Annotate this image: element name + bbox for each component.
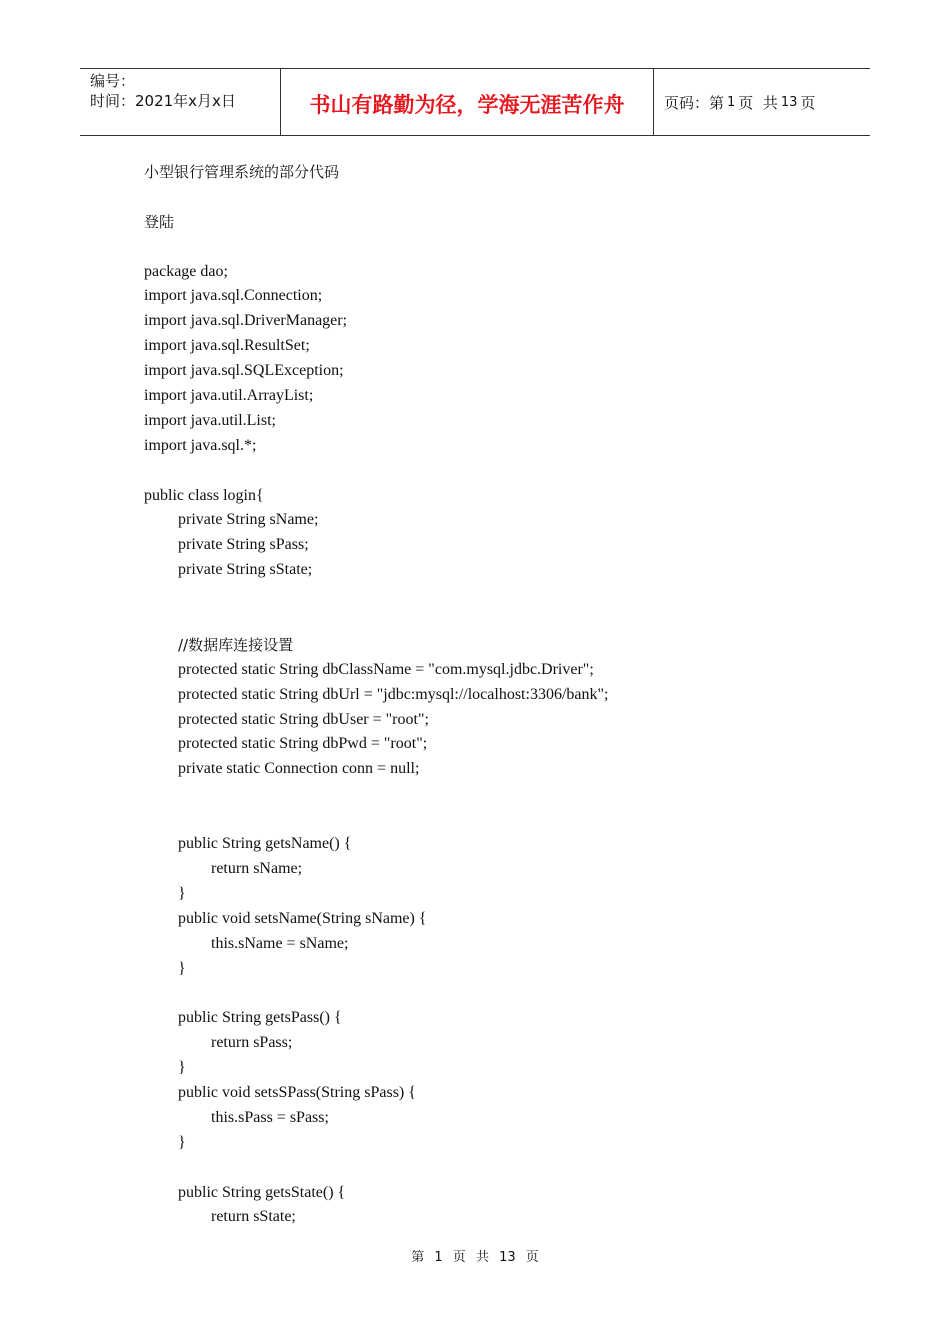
blank-line xyxy=(144,981,844,1006)
code-line: private String sName; xyxy=(178,511,319,529)
code-line: return sState; xyxy=(211,1208,296,1226)
footer-page-number: 1 xyxy=(434,1250,443,1265)
code-line: return sName; xyxy=(211,859,303,877)
page-number: 1 xyxy=(727,94,736,110)
code-line: return sPass; xyxy=(211,1034,293,1052)
code-line: protected static String dbPwd = "root"; xyxy=(178,735,428,753)
blank-line xyxy=(144,782,844,807)
code-line: //数据库连接设置 xyxy=(178,635,294,654)
section-heading: 登陆 xyxy=(144,212,175,231)
page-end-label: 页 xyxy=(800,93,816,112)
code-line: import java.sql.DriverManager; xyxy=(144,312,348,330)
code-line: import java.sql.Connection; xyxy=(144,287,323,305)
code-line: this.sName = sName; xyxy=(211,934,349,952)
code-line: private String sState; xyxy=(178,561,313,579)
code-line: protected static String dbUser = "root"; xyxy=(178,710,429,728)
code-line: protected static String dbClassName = "com.mysql.jdbc.Driver"; xyxy=(178,660,594,678)
code-line: import java.sql.ResultSet; xyxy=(144,337,310,355)
footer-label-3: 共 xyxy=(475,1250,489,1265)
code-line: private String sPass; xyxy=(178,536,309,554)
code-block xyxy=(144,260,844,1231)
header-page-info xyxy=(654,69,870,135)
document-body xyxy=(144,160,844,1230)
code-line: import java.util.ArrayList; xyxy=(144,387,314,405)
blank-line xyxy=(144,185,844,210)
footer-label-1: 第 xyxy=(411,1250,425,1265)
code-line: this.sPass = sPass; xyxy=(211,1108,329,1126)
code-line: package dao; xyxy=(144,262,228,280)
code-line: import java.sql.SQLException; xyxy=(144,362,344,380)
page-header xyxy=(80,68,870,136)
code-line: public String getsName() { xyxy=(178,835,352,853)
code-line: } xyxy=(178,959,186,977)
blank-line xyxy=(144,1156,844,1181)
page-total: 13 xyxy=(780,94,798,110)
code-line: public void setsSPass(String sPass) { xyxy=(178,1083,416,1101)
code-line: } xyxy=(178,884,186,902)
page-mid-label: 页 共 xyxy=(738,93,778,112)
code-line: protected static String dbUrl = "jdbc:mysql://localhost:3306/bank"; xyxy=(178,685,609,703)
code-line: } xyxy=(178,1133,186,1151)
page-label: 页码：第 xyxy=(664,93,725,112)
code-line: } xyxy=(178,1059,186,1077)
code-line: private static Connection conn = null; xyxy=(178,760,420,778)
doc-title: 小型银行管理系统的部分代码 xyxy=(144,163,340,181)
blank-line xyxy=(144,235,844,260)
code-line: public String getsPass() { xyxy=(178,1009,342,1027)
footer-label-2: 页 xyxy=(452,1250,466,1265)
code-line: public class login{ xyxy=(144,486,264,504)
blank-line xyxy=(144,807,844,832)
blank-line xyxy=(144,459,844,484)
time-label: 时间：2021年x月x日 xyxy=(90,92,236,110)
blank-line xyxy=(144,608,844,633)
header-motto: 书山有路勤为径，学海无涯苦作舟 xyxy=(281,69,654,135)
footer-label-4: 页 xyxy=(525,1250,539,1265)
code-line: public String getsState() { xyxy=(178,1183,346,1201)
code-line: public void setsName(String sName) { xyxy=(178,909,427,927)
code-line: import java.util.List; xyxy=(144,411,276,429)
code-line: import java.sql.*; xyxy=(144,436,257,454)
footer-page-total: 13 xyxy=(499,1250,516,1265)
blank-line xyxy=(144,583,844,608)
number-label: 编号： xyxy=(90,72,136,90)
header-meta xyxy=(80,69,281,135)
page-footer xyxy=(0,1246,950,1265)
